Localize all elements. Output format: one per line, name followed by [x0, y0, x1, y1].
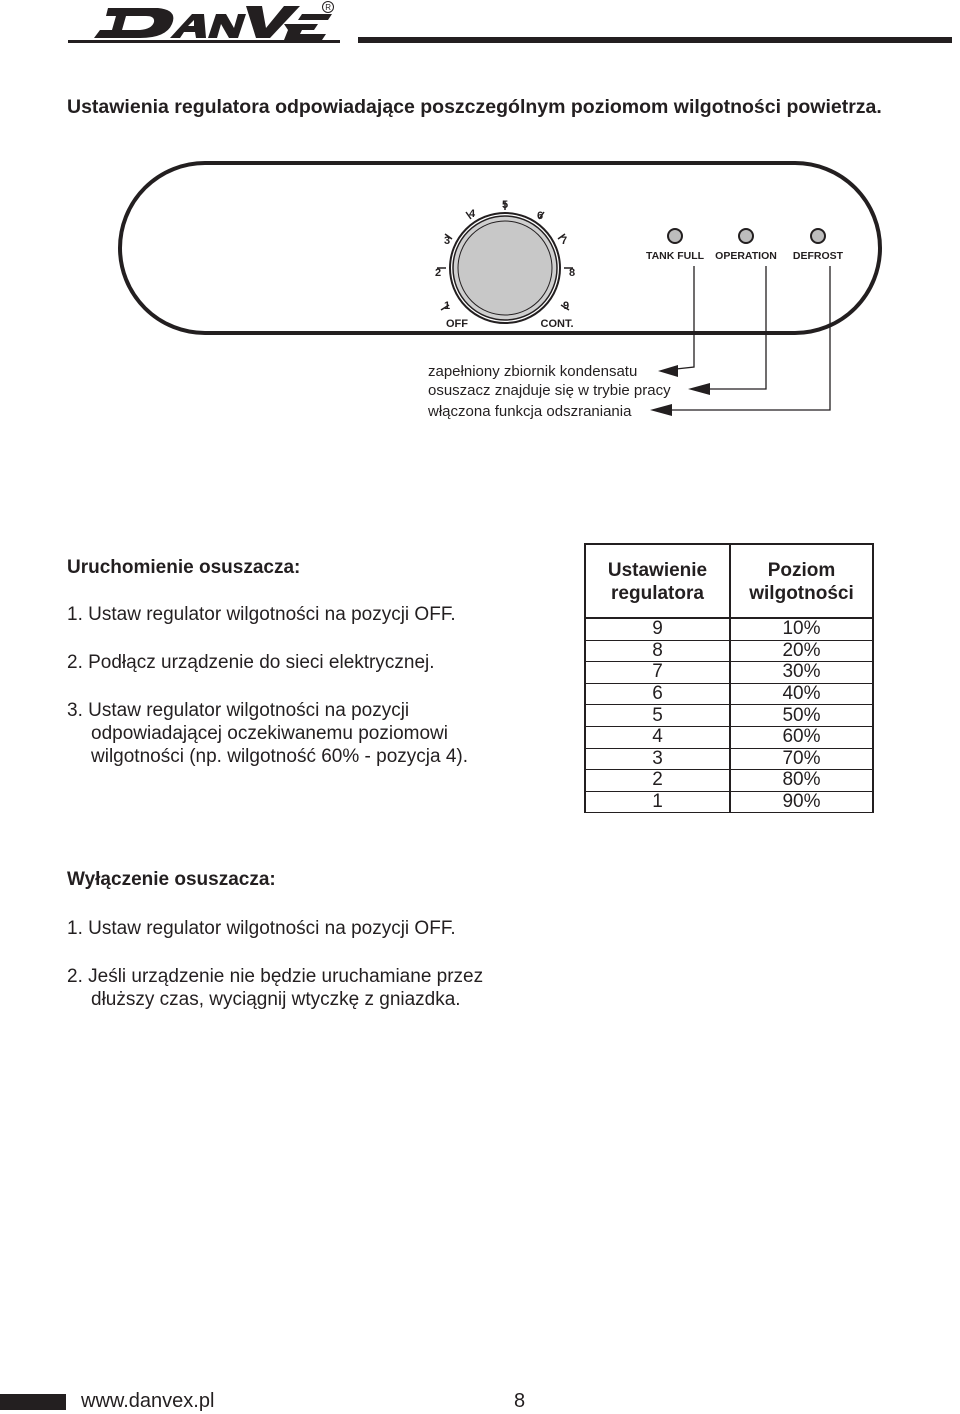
- setting-cell: 6: [585, 683, 730, 705]
- table-row: [585, 791, 873, 813]
- stop-step-2-line-1: 2. Jeśli urządzenie nie będzie uruchamiane przez: [67, 966, 484, 987]
- dial-number-2: 2: [434, 267, 442, 279]
- stop-step-2-line-2: dłuższy czas, wyciągnij wtyczkę z gniazdka.: [91, 989, 461, 1010]
- dial-number-6: 6: [536, 210, 544, 222]
- page-number: 8: [514, 1390, 526, 1412]
- legend-defrost: włączona funkcja odszraniania: [428, 403, 632, 420]
- table-row: [585, 726, 873, 748]
- indicator-tank-full: [668, 229, 682, 243]
- table-row: [585, 770, 873, 792]
- table-row: [585, 683, 873, 705]
- humidity-cell: 60%: [730, 726, 873, 748]
- humidity-cell: 40%: [730, 683, 873, 705]
- dial-number-8: 8: [568, 267, 576, 279]
- humidity-cell: 10%: [730, 618, 873, 640]
- start-step-3-line-1: 3. Ustaw regulator wilgotności na pozycji: [67, 700, 410, 721]
- dial-cont-label: CONT.: [540, 318, 574, 330]
- table-row: [585, 640, 873, 662]
- col-header-humidity-line-1: Poziom: [767, 560, 836, 581]
- humidity-cell: 20%: [730, 640, 873, 662]
- start-step-3-line-2: odpowiadającej oczekiwanemu poziomowi: [91, 723, 448, 744]
- legend-operation: osuszacz znajduje się w trybie pracy: [428, 382, 671, 399]
- col-header-humidity-line-2: wilgotności: [749, 583, 854, 604]
- dial-off-label: OFF: [446, 318, 468, 330]
- humidity-settings-table: [584, 543, 874, 813]
- indicator-operation: [739, 229, 753, 243]
- col-header-humidity: [730, 544, 873, 618]
- humidity-cell: 70%: [730, 748, 873, 770]
- start-step-2: 2. Podłącz urządzenie do sieci elektrycznej.: [67, 652, 435, 673]
- indicator-defrost: [811, 229, 825, 243]
- setting-cell: 4: [585, 726, 730, 748]
- table-row: [585, 662, 873, 684]
- table-row: [585, 748, 873, 770]
- setting-cell: 2: [585, 770, 730, 792]
- dial-number-3: 3: [443, 235, 451, 247]
- col-header-setting-line-2: regulatora: [611, 583, 704, 604]
- start-step-3: [67, 699, 468, 768]
- col-header-setting-line-1: Ustawienie: [607, 560, 708, 581]
- indicator-label-defrost: DEFROST: [792, 250, 844, 262]
- humidity-cell: 50%: [730, 705, 873, 727]
- table-row: [585, 705, 873, 727]
- start-heading: Uruchomienie osuszacza:: [67, 557, 301, 578]
- setting-cell: 7: [585, 662, 730, 684]
- dial-number-1: 1: [443, 300, 451, 312]
- setting-cell: 3: [585, 748, 730, 770]
- start-step-3-line-3: wilgotności (np. wilgotność 60% - pozycja 4).: [91, 746, 469, 767]
- humidity-knob: [434, 201, 576, 323]
- humidity-cell: 80%: [730, 770, 873, 792]
- humidity-cell: 30%: [730, 662, 873, 684]
- table-header-row: [585, 544, 873, 618]
- setting-cell: 1: [585, 791, 730, 813]
- dial-number-9: 9: [562, 300, 570, 312]
- indicator-label-operation: OPERATION: [715, 250, 777, 262]
- footer-url: www.danvex.pl: [81, 1390, 215, 1412]
- page-title: Ustawienia regulatora odpowiadające poszczególnym poziomom wilgotności powietrza.: [67, 96, 882, 118]
- setting-cell: 8: [585, 640, 730, 662]
- indicator-label-tank-full: TANK FULL: [645, 250, 705, 262]
- legend-tank-full: zapełniony zbiornik kondensatu: [428, 363, 638, 380]
- humidity-cell: 90%: [730, 791, 873, 813]
- stop-step-2: [67, 965, 483, 1011]
- stop-step-1: 1. Ustaw regulator wilgotności na pozycji OFF.: [67, 918, 456, 939]
- setting-cell: 5: [585, 705, 730, 727]
- table-row: [585, 618, 873, 640]
- setting-cell: 9: [585, 618, 730, 640]
- dial-number-7: 7: [560, 235, 568, 247]
- col-header-setting: [585, 544, 730, 618]
- dial-number-4: 4: [468, 208, 476, 220]
- stop-heading: Wyłączenie osuszacza:: [67, 869, 276, 890]
- footer-bar: [0, 1394, 66, 1410]
- registered-mark: R: [325, 3, 331, 12]
- start-step-1: 1. Ustaw regulator wilgotności na pozycji OFF.: [67, 604, 456, 625]
- dial-number-5: 5: [501, 199, 509, 211]
